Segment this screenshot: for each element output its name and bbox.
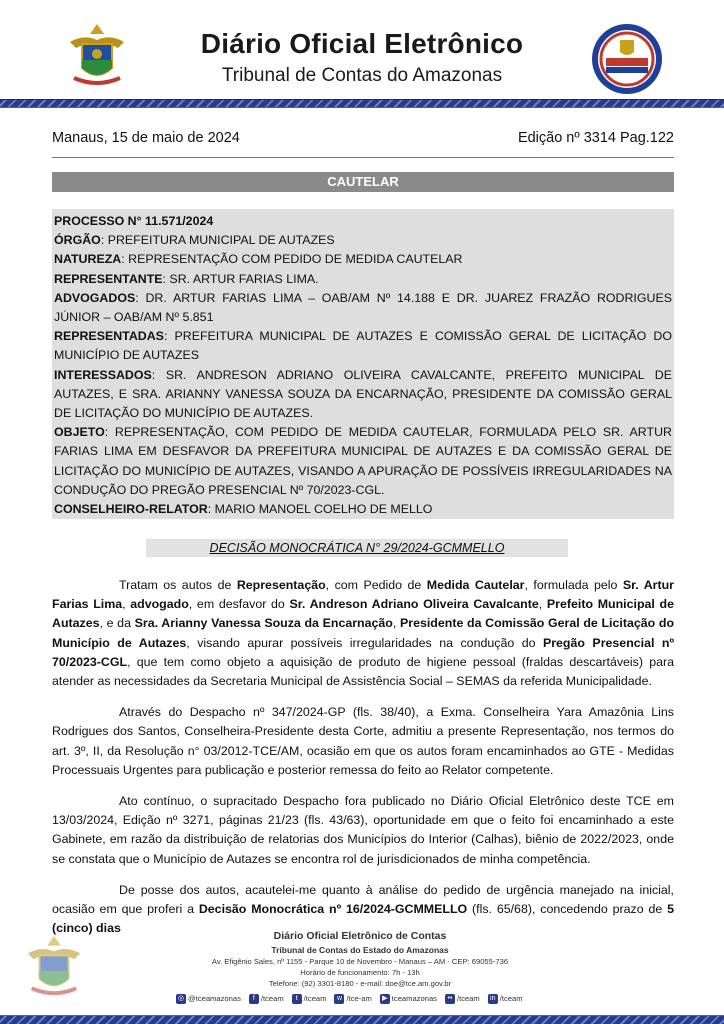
social-links [176, 994, 548, 1008]
publication-date: Manaus, 15 de maio de 2024 [52, 130, 240, 146]
process-info-box [52, 209, 674, 519]
page-footer [0, 922, 724, 1024]
web-icon: w [334, 994, 344, 1004]
social-link[interactable]: ▶ tceamazonas [380, 994, 437, 1004]
footer-address: Av. Efigênio Sales, nº 1155 - Parque 10 de Novembro - Manaus – AM - CEP: 69055-736 [211, 957, 509, 966]
page-header [0, 0, 724, 108]
footer-contact-line: Telefone: (92) 3301-8180 - e-mail: doe@tce.am.gov.br [268, 979, 452, 988]
info-line: REPRESENTADAS: PREFEITURA MUNICIPAL DE AUTAZES E COMISSÃO GERAL DE LICITAÇÃO DO MUNICÍPIO DE AUTAZES [54, 329, 672, 363]
footer-title: Diário Oficial Eletrônico de Contas [273, 930, 447, 942]
publication-subtitle: Tribunal de Contas do Amazonas [221, 65, 503, 86]
section-title: CAUTELAR [52, 172, 674, 192]
info-line: INTERESSADOS: SR. ANDRESON ADRIANO OLIVEIRA CAVALCANTE, PREFEITO MUNICIPAL DE AUTAZES, E SRA. ARIANNY VANESSA SOUZA DA ENCARNAÇÃO, PRESIDENTE DA COMISSÃO GERAL DE LICITAÇÃO DO MUNICÍPIO DE AUTAZES. [54, 367, 672, 421]
footer-stripe [0, 1015, 724, 1024]
info-line: NATUREZA: REPRESENTAÇÃO COM PEDIDO DE MEDIDA CAUTELAR [54, 252, 463, 267]
coat-of-arms-watermark-icon [22, 932, 86, 1002]
date-edition-line [52, 130, 674, 152]
info-line: ÓRGÃO: PREFEITURA MUNICIPAL DE AUTAZES [54, 233, 335, 248]
flickr-icon: •• [445, 994, 455, 1004]
social-link[interactable]: in /tceam [488, 994, 523, 1004]
decision-heading: DECISÃO MONOCRÁTICA N° 29/2024-GCMMELLO [146, 539, 568, 557]
coat-of-arms-icon [64, 20, 130, 92]
info-line: REPRESENTANTE: SR. ARTUR FARIAS LIMA. [54, 271, 319, 286]
iso-certification-seal-icon [590, 22, 664, 96]
social-link[interactable]: •• /tceam [445, 994, 480, 1004]
header-stripe [0, 99, 724, 108]
info-line: PROCESSO N° 11.571/2024 [54, 214, 214, 228]
footer-org: Tribunal de Contas do Estado do Amazonas [271, 945, 449, 955]
social-link[interactable]: t /tceam [292, 994, 327, 1004]
twitter-icon: t [292, 994, 302, 1004]
social-link[interactable]: f /tceam [249, 994, 284, 1004]
social-link[interactable]: w /tce-am [334, 994, 371, 1004]
decision-body [52, 576, 674, 950]
info-line: OBJETO: REPRESENTAÇÃO, COM PEDIDO DE MEDIDA CAUTELAR, FORMULADA PELO SR. ARTUR FARIAS LIMA EM DESFAVOR DA PREFEITURA MUNICIPAL DE AUTAZES E DA COMISSÃO GERAL DE LICITAÇÃO DO MUNICÍPIO DE AUTAZES, VISANDO A APURAÇÃO DE POSSÍVEIS IRREGULARIDADES NA CONDUÇÃO DO PREGÃO PRESENCIAL Nº 70/2023-CGL. [54, 425, 672, 497]
info-line: CONSELHEIRO-RELATOR: MARIO MANOEL COELHO DE MELLO [54, 502, 433, 517]
linkedin-icon: in [488, 994, 498, 1004]
footer-hours: Horário de funcionamento: 7h - 13h [300, 968, 420, 977]
body-paragraph: Através do Despacho nº 347/2024-GP (fls. 38/40), a Exma. Conselheira Yara Amazônia Lins Rodrigues dos Santos, Conselheira-Presidente desta Corte, admitiu a presente Representação, nos termos do art. 3º, II, da Resolução n° 03/2012-TCE/AM, ocasião em que os autos foram encaminhados ao GTE - Medidas Processuais Urgentes para publicação e posterior remessa do feito ao Relator competente. [52, 705, 674, 777]
body-paragraph: Ato contínuo, o supracitado Despacho fora publicado no Diário Oficial Eletrônico deste TCE em 13/03/2024, Edição nº 3271, páginas 21/23 (fls. 43/63), oportunidade em que o feito foi encaminhado a este Gabinete, em razão da distribuição de relatorias dos Municípios do Interior (Calhas), biênio de 2022/2023, onde se constata que o Município de Autazes se encontra rol de jurisdicionados de minha competência. [52, 794, 674, 866]
footer-contact [190, 930, 530, 989]
instagram-icon: ◎ [177, 995, 185, 1002]
body-paragraph: De posse dos autos, acautelei-me quanto à análise do pedido de urgência manejado na inicial, ocasião em que proferi a Decisão Monocrática nº 16/2024-GCMMELLO (fls. 65/68), concedendo prazo de 5 (cinco) dias [52, 882, 674, 936]
divider [52, 157, 674, 158]
publication-title: Diário Oficial Eletrônico [200, 28, 524, 59]
social-link[interactable]: ◎ @tceamazonas [177, 994, 241, 1003]
info-line: ADVOGADOS: DR. ARTUR FARIAS LIMA – OAB/AM Nº 14.188 E DR. JUAREZ FRAZÃO RODRIGUES JÚNIOR – OAB/AM Nº 5.851 [54, 290, 672, 325]
body-paragraph: Tratam os autos de Representação, com Pedido de Medida Cautelar, formulada pelo Sr. Artur Farias Lima, advogado, em desfavor do Sr. Andreson Adriano Oliveira Cavalcante, Prefeito Municipal de Autazes, e da Sra. Arianny Vanessa Souza da Encarnação, Presidente da Comissão Geral de Licitação do Município de Autazes, visando apurar possíveis irregularidades na condução do Pregão Presencial nº 70/2023-CGL, que tem como objeto a aquisição de produto de higiene pessoal (fraldas descartáveis) para atender as necessidades da Secretaria Municipal de Assistência Social – SEMAS da referida Municipalidade. [52, 578, 675, 689]
edition-page: Edição nº 3314 Pag.122 [517, 130, 674, 146]
facebook-icon: f [249, 994, 259, 1004]
youtube-icon: ▶ [380, 994, 390, 1004]
